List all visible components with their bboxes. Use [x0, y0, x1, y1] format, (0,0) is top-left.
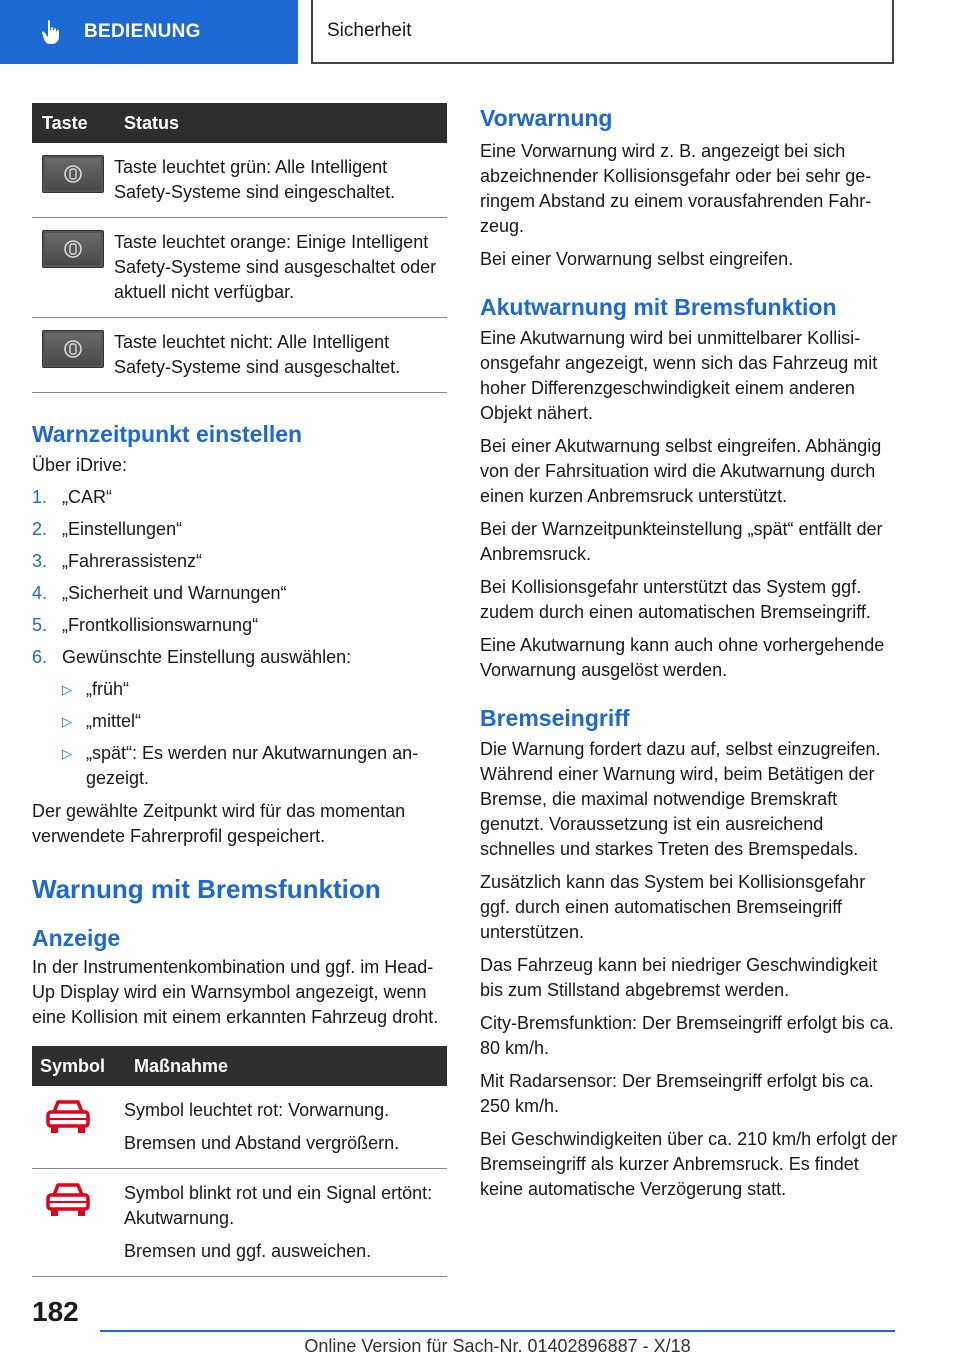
triangle-bullet-icon: ▷ — [62, 682, 72, 697]
akutwarnung-p5: Eine Akutwarnung kann auch ohne vorhergehende Vorwarnung ausgelöst werden. — [480, 635, 885, 680]
heading-akutwarnung: Akutwarnung mit Bremsfunktion — [480, 294, 837, 320]
idrive-steps — [32, 485, 447, 670]
bremseingriff-p2: Zusätzlich kann das System bei Kollisionsgefahr ggf. durch einen automatischen Bremseingriff unterstützen. — [480, 872, 866, 942]
symbol-table-header-symbol: Symbol — [32, 1046, 124, 1086]
status-table — [32, 103, 447, 393]
table-row — [32, 318, 447, 393]
symbol-row-line2: Bremsen und Abstand vergrößern. — [124, 1133, 400, 1153]
right-column — [480, 103, 898, 1202]
heading-anzeige: Anzeige — [32, 925, 121, 951]
table-row — [32, 1169, 447, 1277]
akutwarnung-p3: Bei der Warnzeitpunkteinstellung „spät“ entfällt der Anbremsruck. — [480, 519, 883, 564]
table-row — [32, 143, 447, 218]
online-version-text: Online Version für Sach-Nr. 01402896887 - X/18 — [304, 1336, 691, 1356]
status-table-header-status: Status — [114, 103, 447, 143]
status-text: Taste leuchtet nicht: Alle Intelligent Safety-Systeme sind ausgeschaltet. — [114, 318, 447, 393]
heading-warnzeitpunkt: Warnzeitpunkt einstellen — [32, 421, 303, 447]
list-item: ▷ „mittel“ — [62, 709, 447, 734]
intelligent-safety-key-icon — [42, 330, 104, 368]
list-item: 3. „Fahrerassistenz“ — [32, 551, 203, 571]
symbol-row-line2: Bremsen und ggf. ausweichen. — [124, 1241, 372, 1261]
idrive-intro: Über iDrive: — [32, 455, 128, 475]
list-item: ▷ „früh“ — [62, 677, 447, 702]
footer-divider — [100, 1330, 895, 1332]
triangle-bullet-icon: ▷ — [62, 714, 72, 729]
hand-pointer-icon — [40, 19, 64, 45]
akutwarnung-p4: Bei Kollisionsgefahr unterstützt das System ggf. zudem durch einen automatischen Bremseingriff. — [480, 577, 871, 622]
list-item: 4. „Sicherheit und Warnungen“ — [32, 583, 287, 603]
heading-bremsfunktion: Warnung mit Bremsfunktion — [32, 874, 381, 904]
car-warning-icon — [44, 1181, 92, 1219]
car-warning-icon — [44, 1098, 92, 1136]
list-item: 5. „Frontkollisionswarnung“ — [32, 615, 259, 635]
heading-bremseingriff: Bremseingriff — [480, 705, 630, 731]
bremseingriff-p6: Bei Geschwindigkeiten über ca. 210 km/h erfolgt der Bremseingriff als kurzer Anbremsruck. Es findet keine automatische Verzögerung statt. — [480, 1129, 898, 1199]
symbol-row-line1: Symbol leuchtet rot: Vorwarnung. — [124, 1100, 390, 1120]
list-item: ▷ „spät“: Es werden nur Akutwarnungen angezeigt. — [62, 741, 447, 791]
tab-bedienung[interactable] — [0, 0, 298, 64]
bremseingriff-p5: Mit Radarsensor: Der Bremseingriff erfolgt bis ca. 250 km/h. — [480, 1071, 874, 1116]
status-table-header-taste: Taste — [32, 103, 114, 143]
left-column — [32, 103, 447, 1277]
intelligent-safety-key-icon — [42, 155, 104, 193]
akutwarnung-p2: Bei einer Akutwarnung selbst eingreifen. Abhängig von der Fahrsituation wird die Akutwarnung durch einen kurzen Anbremsruck unterstützt. — [480, 436, 882, 506]
tab-sicherheit-label: Sicherheit — [327, 20, 412, 41]
intelligent-safety-key-icon — [42, 230, 104, 268]
akutwarnung-p1: Eine Akutwarnung wird bei unmittelbarer Kollisionsgefahr angezeigt, wenn sich das Fahrzeug mit hoher Differenzgeschwindigkeit einem anderen Objekt nähert. — [480, 328, 878, 423]
bremseingriff-p4: City-Bremsfunktion: Der Bremseingriff erfolgt bis ca. 80 km/h. — [480, 1013, 894, 1058]
option-list — [32, 677, 447, 791]
symbol-row-line1: Symbol blinkt rot und ein Signal ertönt: Akutwarnung. — [124, 1183, 433, 1228]
table-row — [32, 1086, 447, 1169]
anzeige-text: In der Instrumentenkombination und ggf. im Head-Up Display wird ein Warnsymbol angezeigt, wenn eine Kollision mit einem erkannten Fahrzeug droht. — [32, 957, 439, 1027]
vorwarnung-p1: Eine Vorwarnung wird z. B. angezeigt bei sich abzeichnender Kollisionsgefahr oder bei sehr geringem Abstand zu einem vorausfahrenden Fahrzeug. — [480, 141, 872, 236]
page-number: 182 — [32, 1296, 79, 1327]
status-text: Taste leuchtet orange: Einige Intelligent Safety-Systeme sind ausgeschaltet oder aktuell nicht verfügbar. — [114, 218, 447, 318]
list-item: 2. „Einstellungen“ — [32, 519, 183, 539]
symbol-table-header-massnahme: Maßnahme — [124, 1046, 447, 1086]
tab-sicherheit[interactable] — [311, 0, 894, 64]
bremseingriff-p1: Die Warnung fordert dazu auf, selbst einzugreifen. Während einer Warnung wird, beim Betätigen der Bremse, die maximal notwendige Bremskraft genutzt. Voraussetzung ist ein ausreichend schnelles und starkes Treten des Bremspedals. — [480, 739, 881, 859]
table-row — [32, 218, 447, 318]
vorwarnung-p2: Bei einer Vorwarnung selbst eingreifen. — [480, 249, 794, 269]
heading-vorwarnung: Vorwarnung — [480, 105, 613, 131]
list-item: 6. Gewünschte Einstellung auswählen: — [32, 647, 352, 667]
profile-note: Der gewählte Zeitpunkt wird für das momentan verwendete Fahrerprofil gespeichert. — [32, 801, 406, 846]
bremseingriff-p3: Das Fahrzeug kann bei niedriger Geschwindigkeit bis zum Stillstand abgebremst werden. — [480, 955, 878, 1000]
triangle-bullet-icon: ▷ — [62, 746, 72, 761]
list-item: 1. „CAR“ — [32, 487, 112, 507]
symbol-table — [32, 1046, 447, 1277]
tab-bedienung-label: BEDIENUNG — [84, 21, 201, 42]
status-text: Taste leuchtet grün: Alle Intelligent Safety-Systeme sind eingeschaltet. — [114, 143, 447, 218]
